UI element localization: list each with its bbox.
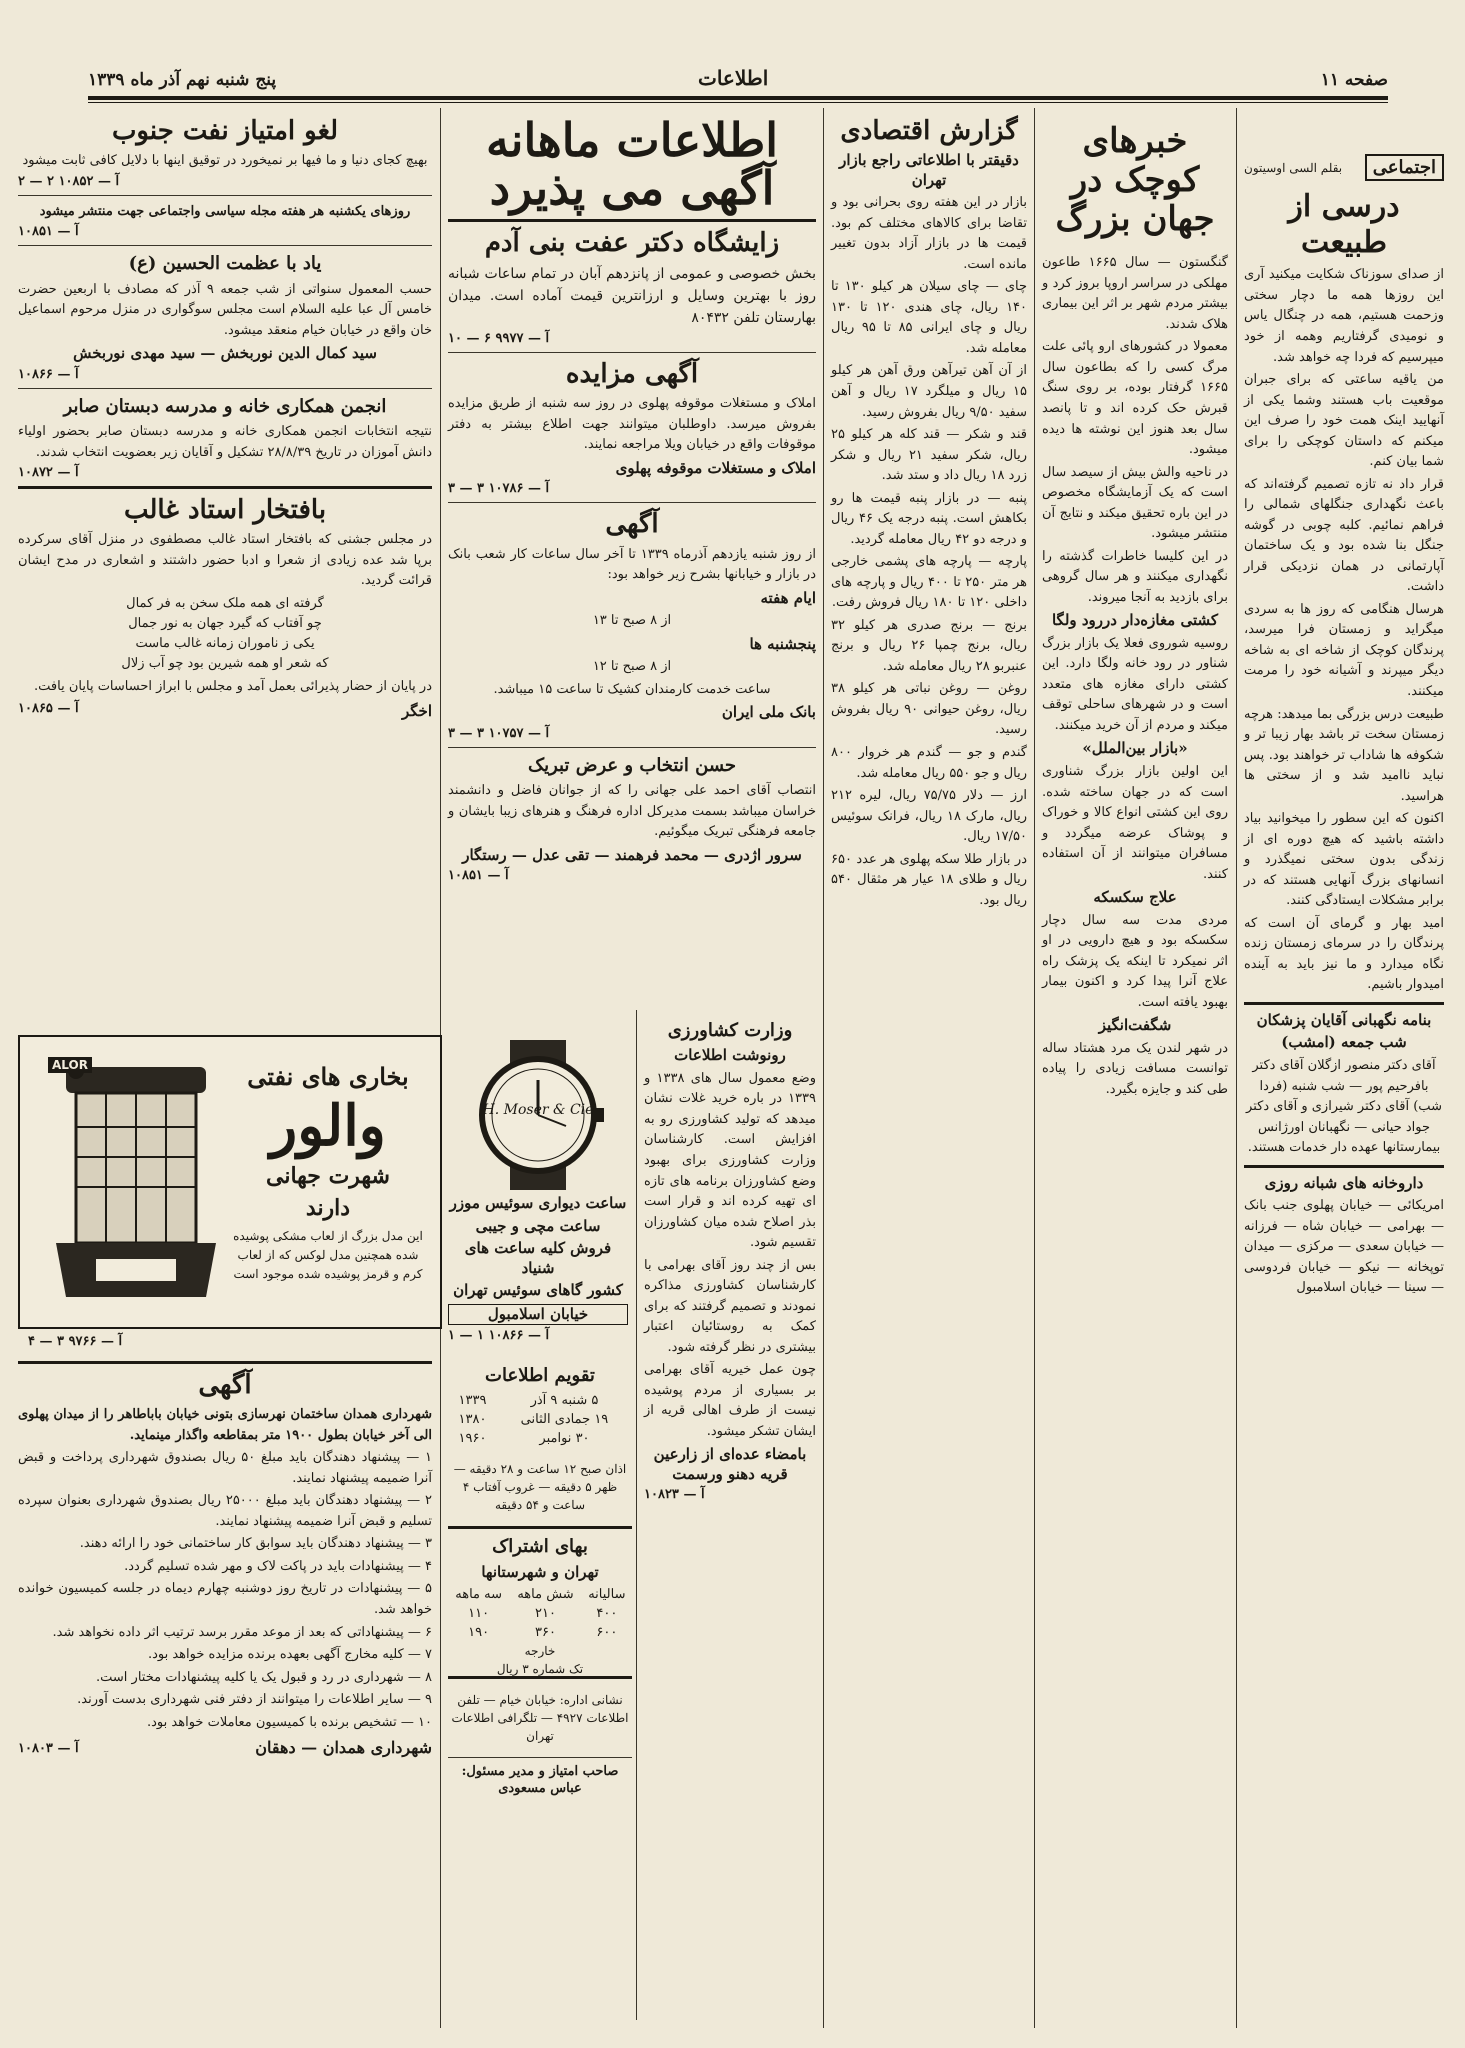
valor-logo: ALOR (48, 1057, 92, 1073)
watch-line: فروش کلیه ساعت های شنیاد (464, 1239, 612, 1277)
pride-text: در مجلس جشنی که بافتخار استاد غالب مصطفوی در منزل آقای سرکرده برپا شد عده زیادی از شعرا و ادبا حضور داشتند و اشعاری در مدح ایشان قرائت گردید. (18, 532, 432, 589)
notice-sign: بانک ملی ایران (721, 703, 816, 722)
notice-hours-label: ایام هفته (760, 588, 816, 607)
notice-hours-label: پنجشنبه ها (749, 634, 816, 653)
ad-ref: آ — ۱۰۸۶۵ (18, 701, 79, 717)
hamedan-item: ۵ — پیشنهادات در تاریخ روز دوشنبه چهارم دیماه در جلسه کمیسیون خوانده خواهد شد. (18, 1581, 432, 1617)
subhead: «بازار بین‌الملل» (1082, 739, 1188, 758)
ad-ref: آ — ۹۹۷۷ ۶ — ۱۰ (448, 331, 550, 347)
hamedan-item: ۹ — سایر اطلاعات را میتوانند از دفتر فنی شهرداری بدست آورند. (77, 1692, 432, 1708)
calendar-block (448, 1360, 632, 1677)
hamedan-item: ۱۰ — تشخیص برنده با کمیسیون معاملات خواهد بود. (147, 1714, 432, 1730)
ad-ref: آ — ۱۰۸۵۱ (448, 868, 509, 884)
oil-text: بهیچ کجای دنیا و ما فیها بر نمیخورد در توقیق اینها با دلایل کافی ثابت میشود (22, 153, 428, 169)
oil-title: لغو امتیاز نفت جنوب (111, 116, 339, 146)
hamedan-item: ۸ — شهرداری در رد و قبول یک یا کلیه پیشنهادات مختار است. (96, 1669, 432, 1685)
paragraph: هرسال هنگامی که روز ها به سردی میگراید و زمستان فرا میرسد، پرندگان کوچک از شاخه ای به شاخه دیگر میپرند و آشیانه خود را مرمت میکنند. (1244, 601, 1444, 700)
paragraph: پارچه — پارچه های پشمی خارجی هر متر ۲۵۰ تا ۴۰۰ ریال و پارچه های داخلی ۱۲۰ تا ۱۸۰ ریال فروش رفت. (831, 554, 1028, 611)
watch-brand: H. Moser & Cie (482, 1102, 594, 1118)
agri-subtitle: رونوشت اطلاعات (674, 1046, 786, 1065)
column-economy (831, 112, 1027, 2022)
watch-line: ساعت مچی و جیبی (475, 1216, 601, 1235)
notice-text: از روز شنبه یازدهم آذرماه ۱۳۳۹ تا آخر سال ساعات کار شعب بانک در بازار و خیابانها بشرح زیر خواهد بود: (448, 546, 816, 583)
paragraph: ارز — دلار ۷۵/۷۵ ریال، لیره ۲۱۲ ریال، مارک ۱۸ ریال، فرانک سوئیس ۱۷/۵۰ ریال. (831, 788, 1028, 845)
economy-title: گزارش اقتصادی (840, 116, 1018, 146)
thanks-text: انتصاب آقای احمد علی جهانی را که از جوانان فاضل و دانشمند خراسان میباشد بسمت مدیرکل اداره فرهنگ و هنرهای زیبا بایشان و جامعه فرهنگی تبریک میگوئیم. (448, 783, 816, 840)
stove-fame: شهرت جهانی (266, 1162, 390, 1189)
ad-ref: آ — ۱۰۸۵۱ (18, 224, 79, 240)
article-title: درسی از طبیعت (1288, 189, 1400, 261)
thanks-sign: سرور اژدری — محمد فرهمند — تقی عدل — رستگار (462, 845, 802, 864)
subhead: کشتی مغازه‌دار دررود ولگا (1051, 611, 1218, 630)
paragraph: گنگستون — سال ۱۶۶۵ طاعون مهلکی در سراسر اروپا بروز کرد و بیشتر مردم شهر بر اثر این بیماری هلاک شدند. (1042, 255, 1228, 332)
sub-price: ۱۱۰ (468, 1606, 490, 1622)
poem-line: که شعر او همه شیرین بود چو آب زلال (121, 656, 329, 672)
pride-sign: اخگر (402, 702, 432, 721)
paragraph: در ناحیه والش بیش از سیصد سال است که یک آزمایشگاه مخصوص در این باره تحقیق میکند و نتایج آن منتشر میشود. (1042, 464, 1228, 542)
subhead: شگفت‌انگیز (1098, 1016, 1172, 1035)
sub-price: ۶۰۰ (596, 1625, 618, 1641)
column-social (1244, 150, 1444, 2020)
paragraph: در شهر لندن یک مرد هشتاد ساله توانست مسافت زیادی را پیاده طی کند و جایزه بگیرد. (1042, 1040, 1228, 1097)
poem-line: چو آفتاب که گیرد جهان به نور جمال (128, 616, 322, 632)
memorial-title: یاد با عظمت الحسین (ع) (128, 253, 322, 275)
ad-ref: آ — ۹۷۶۶ ۳ — ۴ (28, 1334, 123, 1349)
stove-fame: دارند (305, 1195, 351, 1222)
paragraph: روسیه شوروی فعلا یک بازار بزرگ شناور در رود خانه ولگا دارد. این کشتی دارای مغازه های متعدد است و در شهرهای ساحلی توقف میکند و مردم از آن خرید میکنند. (1042, 635, 1228, 733)
auction-title: آگهی مزایده (565, 359, 699, 390)
ad-ref: آ — ۱۰۸۲۳ (644, 1487, 705, 1503)
notice-hours: از ۸ صبح تا ۱۲ (592, 659, 672, 675)
stove-ad (18, 1035, 442, 1349)
calendar-cell: ۱۳۸۰ (458, 1412, 487, 1428)
stove-tagline: بخاری های نفتی (247, 1062, 409, 1091)
calendar-title: تقویم اطلاعات (485, 1365, 595, 1386)
agri-text: چون عمل خیریه آقای بهرامی بر بسیاری از مردم پوشیده نیست از طرف اهالی قریه از ایشان تشکر میشود. (644, 1362, 816, 1439)
top-rule-thin (88, 102, 1388, 103)
ad-ref: آ — ۱۰۸۶۶ ۱ — ۱ (448, 1328, 550, 1343)
sub-price: ۴۰۰ (596, 1606, 618, 1622)
single-price: تک شماره ۳ ریال (496, 1662, 584, 1677)
sub-price: ۱۹۰ (468, 1625, 490, 1641)
foreign-label: خارجه (524, 1644, 556, 1659)
paragraph: قند و شکر — قند کله هر کیلو ۲۵ ریال، شکر سفید ۲۱ ریال و شکر زرد ۱۸ ریال داد و ستد شد. (831, 427, 1027, 484)
clinic-text: بخش خصوصی و عمومی از پانزدهم آبان در تمام ساعات شبانه روز با بهترین وسایل و ارزانترین قیمت آماده است. میدان بهارستان تلفن ۸۰۴۳۲ (448, 265, 816, 326)
column-left (18, 112, 432, 1027)
paragraph: چای — چای سیلان هر کیلو ۱۳۰ تا ۱۴۰ ریال، چای هندی ۱۲۰ تا ۱۳۰ ریال و چای ایرانی ۸۵ تا ۹۵ ریال معامله شد. (831, 279, 1028, 356)
paragraph: در بازار طلا سکه پهلوی هر عدد ۶۵۰ ریال و طلای ۱۸ عیار هر مثقال ۵۴۰ ریال بود. (831, 851, 1027, 908)
issue-date: پنج شنبه نهم آذر ماه ۱۳۳۹ (88, 70, 277, 90)
notice-hours: از ۸ صبح تا ۱۳ (592, 613, 672, 629)
notice-title: آگهی (605, 509, 659, 540)
doctors-title: بنامه نگهبانی آقایان پزشکان (1256, 1010, 1432, 1029)
address: نشانی اداره: خیابان خیام — تلفن اطلاعات ۴۹۲۷ — تلگرافی اطلاعات تهران (451, 1693, 629, 1743)
paragraph: من یاقیه ساعتی که برای جبران موقعیت باب هستند وشما یکی از آنهایید اینک همت خود را صرف این میکنم که داستان کوچکی را برای شما بیان کنم. (1244, 372, 1444, 470)
hamedan-item: ۲ — پیشنهاد دهندگان باید مبلغ ۲۵۰۰۰ ریال بصندوق شهرداری بعنوان سپرده تسلیم و قبض آنرا ضمیمه پیشنهاد نمایند. (18, 1493, 432, 1529)
stove-desc: این مدل بزرگ از لعاب مشکی پوشیده شده همچنین مدل لوکس که از لعاب کرم و قرمز پوشیده شده موجود است (233, 1228, 423, 1281)
paragraph: از صدای سوزناک شکایت میکنید آری این روزها همه ما دچار سختی وزحمت هستیم، همه در چنگال یاس و نومیدی گرفتاریم وهمه از خود میپرسیم که فردا چه خواهد شد. (1244, 267, 1444, 365)
auction-sign: املاک و مستغلات موقوفه پهلوی (615, 458, 816, 477)
prayer-times: اذان صبح ۱۲ ساعت و ۲۸ دقیقه — ظهر ۵ دقیقه — غروب آفتاب ۴ ساعت و ۵۴ دقیقه (453, 1462, 627, 1513)
column-world (1042, 112, 1228, 2022)
sub-price: ۳۶۰ (535, 1625, 556, 1641)
column-agri (644, 1015, 816, 2015)
assoc-title: انجمن همکاری خانه و مدرسه دبستان صابر (63, 395, 387, 417)
pharmacy-title: داروخانه های شبانه روزی (1264, 1173, 1424, 1192)
column-ads (448, 112, 816, 1002)
sub-header: شش ماهه (517, 1587, 574, 1603)
ad-ref: آ — ۱۰۸۰۳ (18, 1741, 79, 1757)
calendar-cell: ۱۹ جمادی الثانی (520, 1412, 609, 1428)
ad-ref: آ — ۱۰۸۶۶ (18, 366, 79, 382)
agri-title: وزارت کشاورزی (667, 1020, 793, 1041)
paragraph: طبیعت درس بزرگی بما میدهد: هرچه زمستان سخت تر باشد بهار زیبا تر و شکوفه ها شاداب تر خواهند بود. پس نباید ناامید شد و از سختی ها هراسید. (1244, 706, 1444, 804)
page-number: صفحه ۱۱ (1320, 70, 1388, 90)
calendar-cell: ۳۰ نوامبر (539, 1431, 590, 1447)
auction-text: املاک و مستغلات موقوفه پهلوی در روز سه شنبه از طریق مزایده بفروش میرسد. داوطلبان میتوانند جهت اطلاع بیشتر به دفتر موقوفات واقع در خیابان ویلا مراجعه نمایند. (448, 396, 816, 453)
column-rule (636, 1010, 637, 2020)
paragraph: پنبه — در بازار پنبه قیمت ها رو بکاهش است. پنبه درجه یک ۴۶ ریال و درجه دو ۴۲ ریال معامله گردید. (831, 490, 1027, 547)
kerosene-heater-icon (36, 1047, 236, 1317)
sub-header: سه ماهه (455, 1587, 503, 1603)
paragraph: گندم و جو — گندم هر خروار ۸۰۰ ریال و جو ۵۵۰ ریال معامله شد. (831, 745, 1027, 781)
hamedan-item: ۶ — پیشنهاداتی که بعد از موعد مقرر برسد ترتیب اثر داده نخواهد شد. (52, 1624, 432, 1640)
column-rule (1236, 108, 1237, 2028)
hamedan-item: ۱ — پیشنهاد دهندگان باید مبلغ ۵۰ ریال بصندوق شهرداری پرداخت و قبض آنرا ضمیمه پیشنهاد نمایند. (18, 1450, 432, 1486)
subscription-table (448, 1585, 632, 1642)
world-title: خبرهای کوچک در جهان بزرگ (1055, 121, 1215, 240)
hamedan-title: آگهی (198, 1370, 252, 1400)
hamedan-item: ۳ — پیشنهاد دهندگان باید سوابق کار ساختمانی خود را ارائه دهند. (79, 1536, 432, 1552)
paragraph: امید بهار و گرمای آن است که پرندگان را در سرمای زمستان زنده نگاه میدارد و ما نیز باید به آینده امیدوار باشیم. (1244, 915, 1444, 993)
agri-sign: بامضاء عده‌ای از زارعین قریه دهنو ورسمت (653, 1445, 807, 1483)
clinic-title: زایشگاه دکتر عفت بنی آدم (484, 227, 780, 258)
calendar-cell: ۱۹۶۰ (458, 1431, 487, 1447)
doctors-text: آقای دکتر منصور ازگلان آقای دکتر بافرحیم پور — شب شنبه (فردا شب) آقای دکتر شیرازی و آقای دکتر جواد حیانی — نگهبانان اورژانس بیمارستانها عهده دار خدمات هستند. (1246, 1057, 1442, 1156)
paragraph: روغن — روغن نباتی هر کیلو ۳۸ ریال، روغن حیوانی ۹۰ ریال بفروش رسید. (831, 681, 1027, 738)
paragraph: بازار در این هفته روی بحرانی بود و تقاضا برای کالاهای مختلف کم بود. قیمت ها در بازار آزاد بدون تغییر مانده است. (831, 195, 1027, 272)
sub-price: ۲۱۰ (535, 1606, 556, 1622)
agri-text: وضع معمول سال های ۱۳۳۸ و ۱۳۳۹ در باره خرید غلات نشان میدهد که تولید کشاورزی رو به افزایش است. کارشناسان وزارت کشاورزی برای بهبود وضع کشاورزان برنامه های تازه ای تهیه کرده اند و قرار است بذر اصلاح شده میان کشاورزان تقسیم شود. (644, 1070, 816, 1251)
byline: بقلم السی اوسیتون (1244, 160, 1343, 175)
subscription-title: بهای اشتراک (492, 1536, 588, 1558)
watch-ad (448, 1040, 628, 1350)
paragraph: از آن آهن تیرآهن ورق آهن هر کیلو ۱۵ ریال و میلگرد ۱۷ ریال و آهن سفید ۹/۵۰ ریال بفروش رسید. (831, 363, 1027, 420)
hamedan-sign: شهرداری همدان — دهقان (255, 1738, 432, 1758)
paragraph: قرار داد نه تازه تصمیم گرفته‌اند که باعث نگهداری جنگلهای شمالی را فراهم نمائیم. کلبه چوبی در گوشه جنگل بنا شده بود و یک ساختمان آپارتمانی در همان نزدیکی قرار داشت. (1244, 476, 1444, 595)
section-kicker: اجتماعی (1365, 154, 1444, 181)
paragraph: مردی مدت سه سال دچار سکسکه بود و هیچ دارویی در او اثر نمیکرد تا اینکه یک پزشک راه علاج آنرا پیدا کرد و اکنون بیمار بهبود یافته است. (1042, 912, 1228, 1010)
hamedan-item: ۴ — پیشنهادات باید در پاکت لاک و مهر شده تسلیم گردد. (124, 1558, 432, 1574)
subhead: علاج سکسکه (1093, 888, 1177, 907)
ad-ref: آ — ۱۰۷۵۷ ۳ — ۳ (448, 725, 550, 741)
paragraph: در این کلیسا خاطرات گذشته را نگهداری میکنند و هر سال گروهی برای بازدید به آنجا میروند. (1042, 548, 1228, 605)
pride-tail: در پایان از حضار پذیرائی بعمل آمد و مجلس با ابراز احساسات پایان یافت. (34, 678, 432, 694)
top-rule (88, 96, 1388, 100)
imprint-block (448, 1670, 632, 2010)
watch-line: ساعت دیواری سوئیس موزر (449, 1194, 627, 1212)
ad-ref: آ — ۱۰۸۷۲ (18, 465, 79, 481)
calendar-cell: ۵ شنبه ۹ آذر (530, 1393, 599, 1409)
doctors-subtitle: شب جمعه (امشب) (1281, 1033, 1407, 1052)
memorial-sign: سید کمال الدین نوربخش — سید مهدی نوربخش (73, 344, 377, 363)
publisher: صاحب امتیاز و مدیر مسئول: عباس مسعودی (461, 1764, 619, 1796)
calendar-cell: ۱۳۳۹ (458, 1393, 487, 1409)
hamedan-intro: شهرداری همدان ساختمان نهرسازی بتونی خیابان باباطاهر را از میدان پهلوی الی آخر خیابان بطول ۱۹۰۰ متر بمقاطعه واگذار مینماید. (18, 1407, 432, 1443)
paragraph: اکنون که این سطور را میخوانید بیاد داشته باشید که هیچ دوره ای از زندگی بدون سختی نمیگذرد و انسانهای بزرگ آنهایی هستند که در برابر مشکلات ایستادگی کنند. (1244, 811, 1444, 909)
column-rule (1034, 108, 1035, 2028)
poem-line: گرفته ای همه ملک سخن به فر کمال (126, 595, 324, 611)
memorial-text: حسب المعمول سنواتی از شب جمعه ۹ آذر که مصادف با اربعین حضرت خامس آل عبا علیه السلام است مجلس سوگواری در منزل مرحوم اسماعیل خان واقع در خیابان خیام منعقد میشود. (18, 281, 432, 338)
assoc-text: نتیجه انتخابات انجمن همکاری خانه و مدرسه دبستان صابر بحضور اولیاء دانش آموزان در تاریخ ۲۸/۸/۳۹ تشکیل و آقایان زیر بعضویت انتخاب شدند. (18, 424, 432, 460)
column-rule (823, 108, 824, 2028)
paragraph: برنج — برنج صدری هر کیلو ۳۲ ریال، برنج چمپا ۲۶ ریال و برنج عنبربو ۲۸ ریال معامله شد. (831, 617, 1027, 674)
notice-tail: ساعت خدمت کارمندان کشیک تا ساعت ۱۵ میباشد. (493, 681, 771, 697)
agri-text: بس از چند روز آقای بهرامی با کارشناسان کشاورزی مذاکره نمودند و تصمیم گرفتند که برای کمک به روستائیان اعتبار بیشتری در نظر گرفته شود. (644, 1257, 816, 1355)
magazine-text: روزهای یکشنبه هر هفته مجله سیاسی واجتماعی جهت منتشر میشود (39, 203, 411, 219)
hamedan-notice (18, 1355, 432, 2020)
watch-line: خیابان اسلامبول (448, 1304, 628, 1326)
ad-ref: آ — ۱۰۸۵۲ ۲ — ۲ (18, 173, 120, 189)
sub-header: سالیانه (588, 1587, 626, 1603)
ad-ref: آ — ۱۰۷۸۶ ۳ — ۳ (448, 481, 550, 497)
thanks-title: حسن انتخاب و عرض تبریک (527, 754, 737, 776)
pharmacy-text: امریکائی — خیابان پهلوی جنب بانک — بهرامی — خیابان شاه — فرزانه — خیابان سعدی — مرکزی — میدان توپخانه — نیکو — خیابان فردوسی — سینا — خیابان اسلامبول (1244, 1198, 1444, 1296)
paragraph: این اولین بازار بزرگ شناوری است که در جهان ساخته شده. روی این کشتی انواع کالا و خوراک و پوشاک عرضه میگردد و مسافران میتوانند از آن استفاده کنند. (1042, 763, 1228, 882)
stove-brand: والور (270, 1093, 386, 1160)
watch-line: کشور گاهای سوئیس تهران (453, 1281, 623, 1299)
pride-title: بافتخار استاد غالب (123, 495, 327, 526)
poem-line: یکی ز ناموران زمانه غالب ماست (135, 636, 315, 652)
hamedan-item: ۷ — کلیه مخارج آگهی بعهده برنده مزایده خواهد بود. (147, 1647, 432, 1663)
paper-name: اطلاعات (698, 66, 769, 90)
paragraph: معمولا در کشورهای ارو پائی علت مرگ کسی را که بطاعون سال ۱۶۶۵ گرفتار بوده، بر روی سنگ قبرش حک کرده اند و تا پانصد سال بعد هنوز این نوشته ها دیده میشود. (1042, 339, 1228, 458)
economy-subtitle: دقیقتر با اطلاعاتی راجع بازار تهران (839, 151, 1019, 189)
calendar-table (448, 1391, 632, 1448)
subscription-subtitle: تهران و شهرستانها (481, 1562, 599, 1581)
banner-headline: اطلاعات ماهانه آگهی می پذیرد (485, 113, 778, 216)
masthead (88, 58, 1388, 98)
